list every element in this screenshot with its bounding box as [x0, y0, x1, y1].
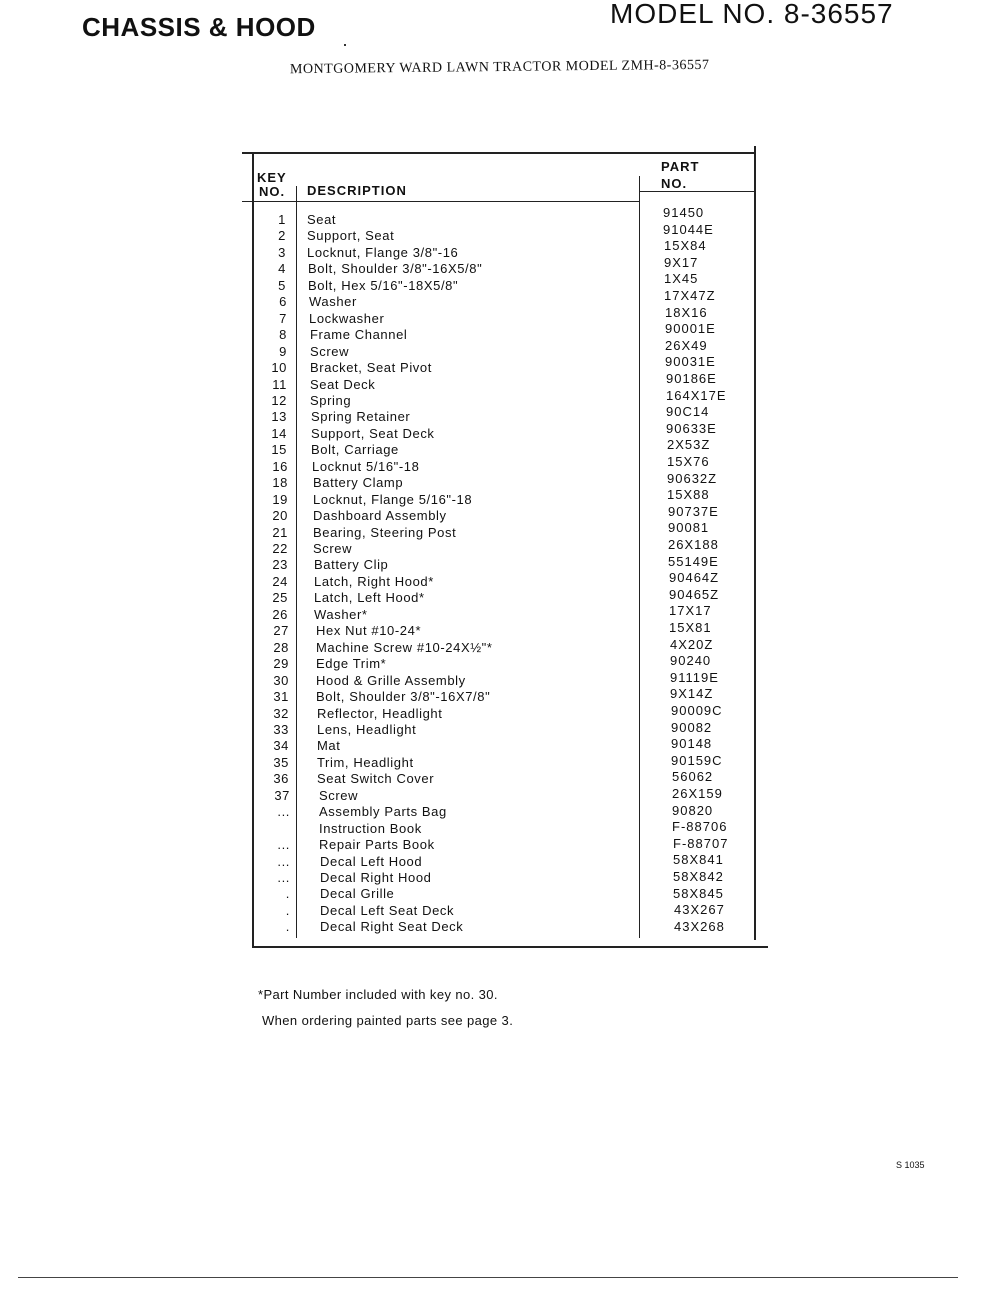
row-key-number: 6 [279, 294, 287, 310]
row-part-number: 164X17E [666, 387, 727, 403]
row-key-number: 15 [271, 442, 287, 458]
row-key-number: 5 [278, 277, 286, 293]
row-key-number: ... [277, 837, 290, 853]
row-part-number: 58X842 [673, 869, 724, 884]
row-description: Seat [307, 212, 337, 227]
row-part-number: 56062 [672, 769, 714, 785]
row-part-number: 15X88 [667, 487, 710, 503]
row-key-number: 32 [273, 705, 289, 721]
row-description: Locknut, Flange 5/16"-18 [313, 491, 473, 507]
row-key-number: 30 [273, 672, 289, 688]
row-key-number: 24 [272, 573, 288, 589]
row-description: Latch, Left Hood* [314, 590, 425, 606]
row-part-number: 17X47Z [664, 288, 716, 303]
row-key-number: 21 [272, 524, 288, 540]
speck [344, 44, 346, 46]
row-description: Washer [309, 294, 357, 310]
row-part-number: 91450 [663, 205, 705, 220]
row-description: Seat Deck [310, 376, 376, 392]
row-description: Edge Trim* [316, 656, 387, 672]
row-part-number: 90009C [671, 703, 723, 718]
row-key-number: 14 [271, 425, 287, 441]
row-description: Lockwasher [309, 310, 385, 326]
row-description: Reflector, Headlight [317, 705, 443, 721]
row-key-number: 33 [273, 721, 289, 737]
row-key-number: . [285, 886, 290, 902]
row-key-number: 18 [272, 475, 288, 491]
row-description: Battery Clip [314, 557, 389, 573]
row-key-number: 1 [278, 212, 286, 227]
row-key-number: 11 [272, 376, 287, 392]
row-description: Support, Seat [307, 228, 395, 244]
header-rule [242, 201, 640, 202]
row-part-number: 15X84 [664, 238, 707, 254]
row-key-number: ... [277, 804, 290, 820]
row-description: Bolt, Shoulder 3/8"-16X5/8" [308, 261, 483, 277]
row-part-number: 15X76 [667, 454, 710, 469]
footnote-part-number: *Part Number included with key no. 30. [258, 987, 498, 1002]
row-part-number: 9X14Z [670, 686, 714, 702]
row-part-number: 26X159 [672, 786, 723, 801]
row-description: Repair Parts Book [319, 837, 435, 853]
table-border-bottom [252, 946, 768, 948]
row-description: Latch, Right Hood* [314, 573, 434, 589]
page-code: S 1035 [896, 1160, 925, 1170]
row-part-number: 58X841 [673, 852, 724, 868]
row-part-number: 90082 [671, 719, 713, 735]
row-part-number: 26X188 [668, 537, 719, 552]
row-description: Bolt, Carriage [311, 442, 399, 458]
row-description: Decal Grille [320, 886, 395, 902]
row-part-number: 91044E [663, 221, 714, 237]
row-key-number: 34 [273, 738, 289, 754]
row-part-number: 90031E [665, 354, 716, 370]
row-key-number: 4 [278, 261, 286, 277]
row-part-number: 91119E [670, 669, 719, 685]
row-key-number: 36 [273, 771, 289, 787]
row-part-number: 90633E [666, 420, 717, 436]
row-part-number: 90737E [668, 503, 719, 519]
header-description: DESCRIPTION [307, 183, 407, 198]
row-key-number: 28 [273, 639, 289, 655]
table-border-right [754, 146, 756, 940]
table-border-top [242, 152, 754, 154]
row-key-number: 22 [272, 541, 288, 556]
scan-edge-line [18, 1277, 958, 1278]
row-part-number: 90081 [668, 520, 710, 536]
model-number: MODEL NO. 8-36557 [610, 0, 894, 29]
row-description: Bearing, Steering Post [313, 524, 457, 540]
row-description: Dashboard Assembly [313, 508, 447, 524]
row-part-number: 58X845 [673, 885, 724, 901]
row-part-number: 90C14 [666, 404, 710, 420]
row-part-number: 90465Z [669, 586, 720, 602]
row-part-number: 90632Z [667, 470, 718, 486]
row-key-number: 8 [279, 327, 287, 343]
row-key-number: 37 [274, 787, 290, 803]
row-description: Spring Retainer [311, 409, 411, 425]
row-part-number: 4X20Z [670, 636, 714, 652]
row-key-number: 2 [278, 228, 286, 244]
row-part-number: 43X268 [674, 918, 725, 934]
row-part-number: 26X49 [665, 337, 708, 353]
row-part-number: 90001E [665, 321, 716, 337]
row-description: Decal Left Seat Deck [320, 902, 455, 918]
row-key-number: 23 [272, 557, 288, 573]
row-part-number: 9X17 [664, 254, 699, 270]
page-subtitle: MONTGOMERY WARD LAWN TRACTOR MODEL ZMH-8-36557 [289, 57, 710, 78]
row-description: Mat [317, 738, 341, 754]
row-key-number: 25 [272, 590, 288, 606]
row-description: Locknut 5/16"-18 [312, 458, 420, 474]
row-key-number: 10 [271, 360, 287, 376]
row-part-number: 90240 [670, 653, 712, 669]
row-part-number: F-88707 [673, 835, 729, 851]
row-key-number: . [285, 902, 290, 918]
row-description: Hex Nut #10-24* [316, 623, 422, 639]
row-description: Lens, Headlight [317, 721, 417, 737]
row-key-number: 3 [278, 244, 286, 260]
row-part-number: 90148 [671, 736, 713, 752]
row-description: Locknut, Flange 3/8"-16 [307, 244, 459, 260]
row-key-number: ... [277, 870, 290, 885]
footnote-painted-parts: When ordering painted parts see page 3. [262, 1013, 514, 1028]
row-description: Seat Switch Cover [317, 771, 435, 787]
header-part-no: NO. [661, 176, 688, 191]
row-description: Frame Channel [310, 327, 408, 343]
row-description: Screw [319, 787, 359, 803]
row-description: Washer* [314, 606, 368, 622]
row-description: Spring [310, 392, 352, 408]
row-description: Screw [310, 343, 350, 359]
row-key-number: . [285, 919, 290, 935]
row-key-number: 20 [272, 508, 288, 524]
row-description: Decal Right Seat Deck [320, 919, 464, 935]
row-part-number: 90186E [666, 371, 717, 386]
header-key-no: NO. [259, 184, 286, 199]
row-part-number: 1X45 [664, 271, 699, 287]
section-title: CHASSIS & HOOD [82, 12, 316, 42]
row-part-number: 2X53Z [667, 437, 711, 453]
row-key-number: ... [277, 853, 290, 869]
row-description: Trim, Headlight [317, 754, 414, 770]
row-key-number: 7 [279, 310, 287, 326]
row-description: Hood & Grille Assembly [316, 672, 466, 688]
row-key-number: 12 [271, 392, 287, 408]
row-description: Support, Seat Deck [311, 425, 435, 441]
row-description: Instruction Book [319, 820, 422, 836]
row-key-number: 35 [273, 754, 289, 770]
row-description: Assembly Parts Bag [319, 804, 447, 820]
row-part-number: 55149E [668, 553, 719, 569]
row-key-number: 16 [272, 458, 288, 474]
row-key-number: 29 [273, 656, 289, 672]
row-key-number: 26 [272, 606, 288, 622]
row-key-number: 13 [271, 409, 287, 425]
row-description: Decal Right Hood [320, 870, 432, 885]
row-description: Bolt, Shoulder 3/8"-16X7/8" [316, 689, 491, 705]
header-rule-part [640, 191, 754, 192]
row-key-number: 31 [273, 689, 289, 705]
row-part-number: 90820 [672, 802, 714, 818]
column-divider-key [296, 186, 297, 938]
row-key-number: 19 [272, 491, 288, 507]
row-key-number: 27 [273, 623, 289, 639]
row-part-number: 15X81 [669, 620, 712, 635]
row-part-number: 18X16 [665, 304, 708, 320]
row-description: Machine Screw #10-24X½"* [316, 639, 493, 655]
row-description: Decal Left Hood [320, 853, 423, 869]
row-description: Screw [313, 541, 353, 556]
column-divider-part [639, 176, 640, 938]
row-part-number: 17X17 [669, 603, 712, 619]
row-description: Battery Clamp [313, 475, 404, 491]
row-part-number: 43X267 [674, 902, 725, 918]
row-description: Bolt, Hex 5/16"-18X5/8" [308, 277, 459, 293]
header-key: KEY [257, 170, 287, 185]
row-description: Bracket, Seat Pivot [310, 360, 432, 376]
header-part: PART [661, 159, 700, 174]
row-part-number: 90464Z [669, 570, 720, 586]
row-key-number: 9 [279, 343, 287, 359]
row-part-number: 90159C [671, 752, 723, 768]
row-part-number: F-88706 [672, 819, 728, 835]
